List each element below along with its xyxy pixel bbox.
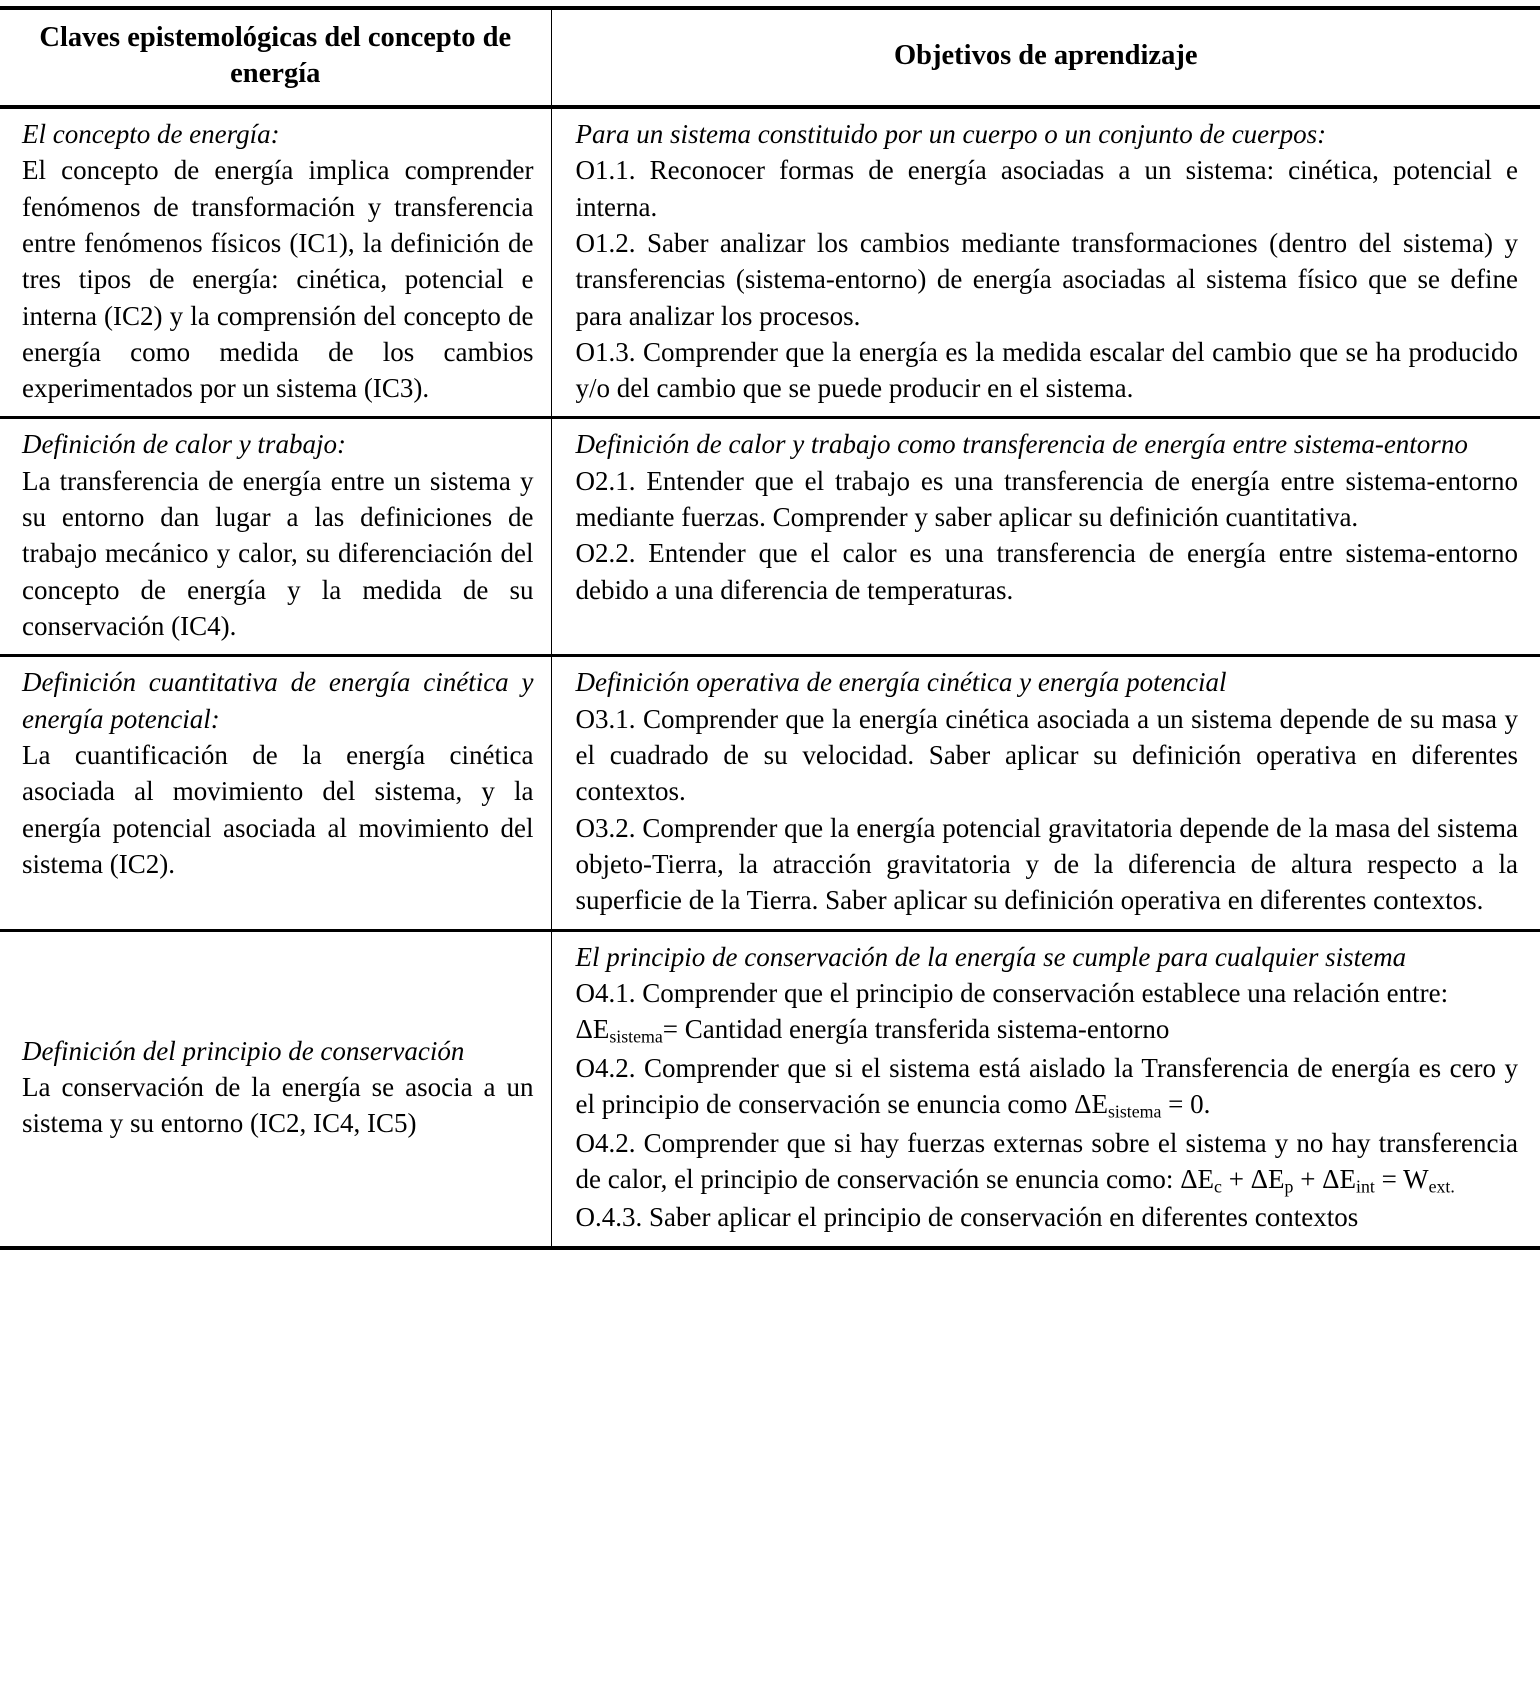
- formula2-subscript: sistema: [1107, 1101, 1162, 1122]
- objective-item-o2-2: O2.2. Entender que el calor es una transferencia de energía entre sistema-entorno debido a una diferencia de temperaturas.: [575, 538, 1518, 605]
- formula1-subscript: sistema: [609, 1026, 663, 1047]
- row4-right-heading: El principio de conservación de la energía se cumple para cualquier sistema: [575, 941, 1407, 972]
- formula3-sub3: int: [1356, 1176, 1375, 1197]
- table-bottom-rule-left: [0, 1248, 551, 1250]
- formula3-term4: = W: [1374, 1163, 1429, 1194]
- table-bottom-rule: [0, 1248, 1540, 1250]
- row3-left-heading: Definición cuantitativa de energía cinética y energía potencial:: [22, 667, 534, 734]
- row1-left-body: El concepto de energía implica comprender fenómenos de transformación y transferencia entre fenómenos físicos (IC1), la definición de tres tipos de energía: cinética, potencial e interna (IC2) y la comprensión del concepto de energía como medida de los cambios experimentados por un sistema (IC3).: [22, 155, 534, 404]
- o4-2b-text: O4.2. Comprender que si hay fuerzas externas sobre el sistema y no hay transferencia de calor, el principio de conservación se enuncia como:: [575, 1127, 1518, 1194]
- row3-left-body: La cuantificación de la energía cinética asociada al movimiento del sistema, y la energía potencial asociada al movimiento del sistema (IC2).: [22, 739, 534, 879]
- objective-item-o4-1: O4.1. Comprender que el principio de conservación establece una relación entre:: [575, 977, 1449, 1008]
- o4-2a-text: O4.2. Comprender que si el sistema está aislado la Transferencia de energía es cero y el principio de conservación se enuncia como: [575, 1052, 1518, 1120]
- table-row: [0, 930, 1540, 1248]
- formula1-symbol: ΔE: [575, 1014, 610, 1045]
- formula2-symbol: ΔE: [1074, 1089, 1108, 1120]
- row2-left-body: La transferencia de energía entre un sistema y su entorno dan lugar a las definiciones de trabajo mecánico y calor, su diferenciación del concepto de energía y la medida de su conservación (IC4).: [22, 465, 534, 641]
- objective-item-o4-2b: [576, 1125, 1519, 1200]
- objective-item-o4-3: O.4.3. Saber aplicar el principio de conservación en diferentes contextos: [575, 1202, 1359, 1233]
- formula2-rest: = 0.: [1161, 1089, 1211, 1120]
- table-header-row: [0, 8, 1540, 107]
- objective-item-o2-1: O2.1. Entender que el trabajo es una transferencia de energía entre sistema-entorno mediante fuerzas. Comprender y saber aplicar su definición cuantitativa.: [575, 465, 1518, 533]
- objective-item-o4-2a: [576, 1050, 1519, 1125]
- objective-item-o1-2: O1.2. Saber analizar los cambios mediante transformaciones (dentro del sistema) y transferencias (sistema-entorno) de energía asociadas al sistema físico que se define para analizar los procesos.: [575, 227, 1518, 331]
- row1-objetivos-cell: [551, 107, 1540, 418]
- column-header-claves-epistemologicas: Claves epistemológicas del concepto de energía: [0, 8, 551, 107]
- table-row: [0, 418, 1540, 656]
- row2-left-heading: Definición de calor y trabajo:: [22, 429, 346, 460]
- column-header-objetivos-aprendizaje: Objetivos de aprendizaje: [551, 8, 1540, 107]
- row3-objetivos-cell: [551, 656, 1540, 930]
- objective-item-o1-3: O1.3. Comprender que la energía es la medida escalar del cambio que se ha producido y/o del cambio que se puede producir en el sistema.: [575, 336, 1518, 404]
- row4-left-body: La conservación de la energía se asocia a un sistema y su entorno (IC2, IC4, IC5): [22, 1071, 534, 1139]
- row2-claves-cell: [0, 418, 551, 656]
- row2-right-heading: Definición de calor y trabajo como transferencia de energía entre sistema-entorno: [575, 429, 1468, 460]
- row2-objetivos-cell: [551, 418, 1540, 656]
- formula3-term3: + ΔE: [1293, 1163, 1357, 1194]
- objective-item-o1-1: O1.1. Reconocer formas de energía asociadas a un sistema: cinética, potencial e interna.: [575, 155, 1518, 222]
- formula1-rest: = Cantidad energía transferida sistema-entorno: [662, 1014, 1170, 1045]
- formula3-term1: ΔE: [1180, 1163, 1215, 1194]
- row1-left-heading: El concepto de energía:: [22, 118, 280, 149]
- row4-left-heading: Definición del principio de conservación: [22, 1035, 465, 1066]
- table-bottom-rule-right: [551, 1248, 1540, 1250]
- epistemological-keys-table: [0, 6, 1540, 1250]
- formula3-sub1: c: [1214, 1176, 1222, 1197]
- row1-claves-cell: [0, 107, 551, 418]
- table-row: [0, 107, 1540, 418]
- formula3-sub4: ext.: [1428, 1176, 1455, 1197]
- formula3-term2: + ΔE: [1221, 1163, 1285, 1194]
- objective-item-o3-2: O3.2. Comprender que la energía potencial gravitatoria depende de la masa del sistema objeto-Tierra, la atracción gravitatoria y de la diferencia de altura respecto a la superficie de la Tierra. Saber aplicar su definición operativa en diferentes contextos.: [575, 812, 1518, 916]
- row4-objetivos-cell: [551, 930, 1540, 1248]
- table-row: [0, 656, 1540, 930]
- row3-right-heading: Definición operativa de energía cinética y energía potencial: [575, 667, 1227, 698]
- formula-delta-e-sistema-transferida: [576, 1011, 1519, 1050]
- objective-item-o3-1: O3.1. Comprender que la energía cinética asociada a un sistema depende de su masa y el cuadrado de su velocidad. Saber aplicar su definición operativa en diferentes contextos.: [575, 703, 1518, 807]
- row1-right-heading: Para un sistema constituido por un cuerpo o un conjunto de cuerpos:: [575, 118, 1327, 149]
- formula3-sub2: p: [1284, 1176, 1294, 1197]
- row3-claves-cell: [0, 656, 551, 930]
- clipped-top-text-line: [0, 0, 1540, 4]
- row4-claves-cell: [0, 930, 551, 1248]
